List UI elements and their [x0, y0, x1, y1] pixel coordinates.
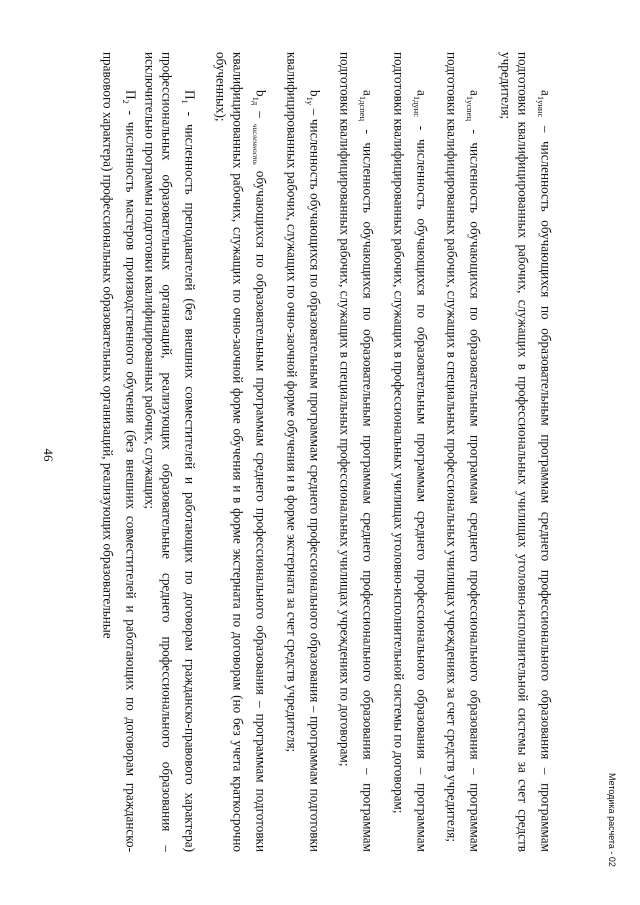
footer-label: Методика расчета - 02: [607, 773, 617, 867]
paragraph-a1-uspec: $a_{1успец}$ - численность обучающихся по образовательным программам среднего профессионального образования – программам подготовки квалифицированных рабочих, служащих в специальных профессиональных училищах учреждениях за счет средств учредителя;: [444, 52, 483, 852]
paragraph-a1-dspec: $a_{1дспец}$ - численность обучающихся по образовательным программам среднего профессионального образования – программам подготовки квалифицированных рабочих, служащих в специальных профессиональных училищах учреждениях по договорам;: [337, 52, 376, 852]
page-number: 46: [41, 448, 56, 462]
document-body: [86, 52, 555, 852]
paragraph-p1: $П_1$ - численность преподавателей (без внешних совместителей и работающих по договорам гражданско-правового характера) профессиональных образовательных организаций, реализующих образовательные среднего профессионального образования – исключительно программы подготовки квалифицированных рабочих, служащих;: [142, 52, 198, 852]
paragraph-a1-dunns: $a_{1дунс}$ - численность обучающихся по образовательным программам среднего профессионального образования – программам подготовки квалифицированных рабочих, служащих в профессиональных училищах уголовно-исполнительной системы по договорам;: [391, 52, 430, 852]
paragraph-p2: $П_2$ - численность мастеров производственного обучения (без внешних совместителей и работающих по договорам гражданско-правового характера) профессиональных образовательных организаций, реализующих образовательные: [99, 52, 139, 852]
paragraph-b1-u: $b_{1у}$ – численность обучающихся по образовательным программам среднего профессионального образования – программам подготовки квалифицированных рабочих, служащих по очно-заочной форме обучения и в форме экстерната за счет средств учредителя;: [284, 52, 323, 852]
paragraph-b1-d: $b_{1д} - _{численность}$ обучающихся по образовательным программам среднего профессионального образования – программам подготовки квалифицированных рабочих, служащих по очно-заочной форме обучения и в форме экстерната по договорам (но без учета краткосрочно обученных);: [213, 52, 269, 853]
paragraph-a1-unns: $a_{1уннс}$ – численность обучающихся по образовательным программам среднего профессионального образования – программам подготовки квалифицированных рабочих, служащих в профессиональных училищах уголовно-исполнительной системы за счет средств учредителя;: [497, 52, 554, 852]
